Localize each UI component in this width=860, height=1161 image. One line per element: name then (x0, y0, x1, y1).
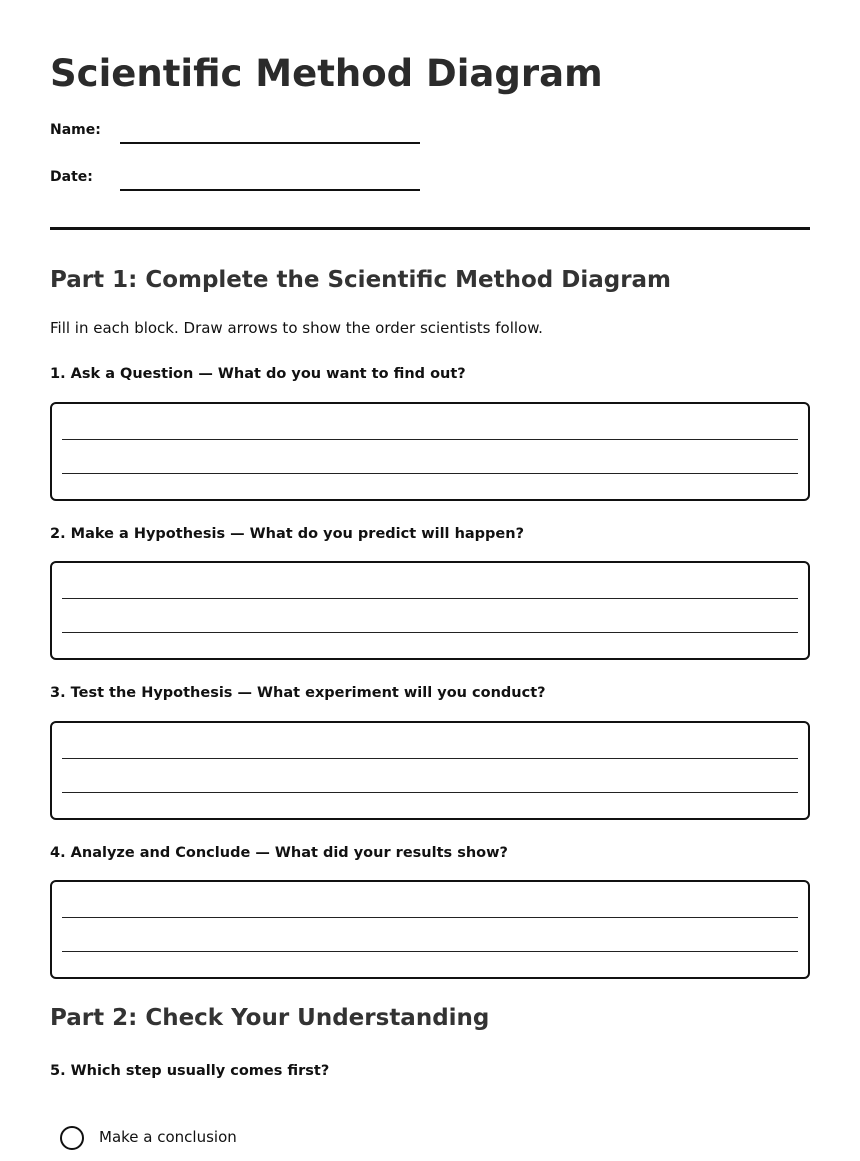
date-field[interactable] (50, 167, 450, 191)
question-4-label: 4. Analyze and Conclude — What did your results show? (50, 845, 508, 861)
question-3-label: 3. Test the Hypothesis — What experiment will you conduct? (50, 685, 546, 701)
date-underline[interactable] (120, 189, 420, 191)
date-label: Date: (50, 169, 93, 185)
question-2-answer-box[interactable] (50, 561, 810, 660)
page-title: Scientific Method Diagram (50, 52, 603, 95)
header-divider (50, 227, 810, 230)
answer-line (62, 758, 798, 759)
part2-heading: Part 2: Check Your Understanding (50, 1005, 490, 1031)
question-1-label: 1. Ask a Question — What do you want to find out? (50, 366, 466, 382)
answer-line (62, 598, 798, 599)
radio-button-icon[interactable] (60, 1126, 84, 1150)
answer-line (62, 439, 798, 440)
answer-line (62, 632, 798, 633)
question-4-answer-box[interactable] (50, 880, 810, 979)
answer-line (62, 951, 798, 952)
question-3-answer-box[interactable] (50, 721, 810, 820)
answer-line (62, 792, 798, 793)
question-1-answer-box[interactable] (50, 402, 810, 501)
question-5-label: 5. Which step usually comes first? (50, 1063, 330, 1079)
part1-heading: Part 1: Complete the Scientific Method Diagram (50, 267, 672, 293)
answer-line (62, 917, 798, 918)
part1-instructions: Fill in each block. Draw arrows to show the order scientists follow. (50, 319, 543, 337)
question-2-label: 2. Make a Hypothesis — What do you predict will happen? (50, 526, 525, 542)
option-label: Make a conclusion (99, 1128, 237, 1146)
name-label: Name: (50, 122, 101, 138)
name-field[interactable] (50, 120, 450, 144)
name-underline[interactable] (120, 142, 420, 144)
question-5-option-1[interactable] (60, 1126, 360, 1150)
answer-line (62, 473, 798, 474)
